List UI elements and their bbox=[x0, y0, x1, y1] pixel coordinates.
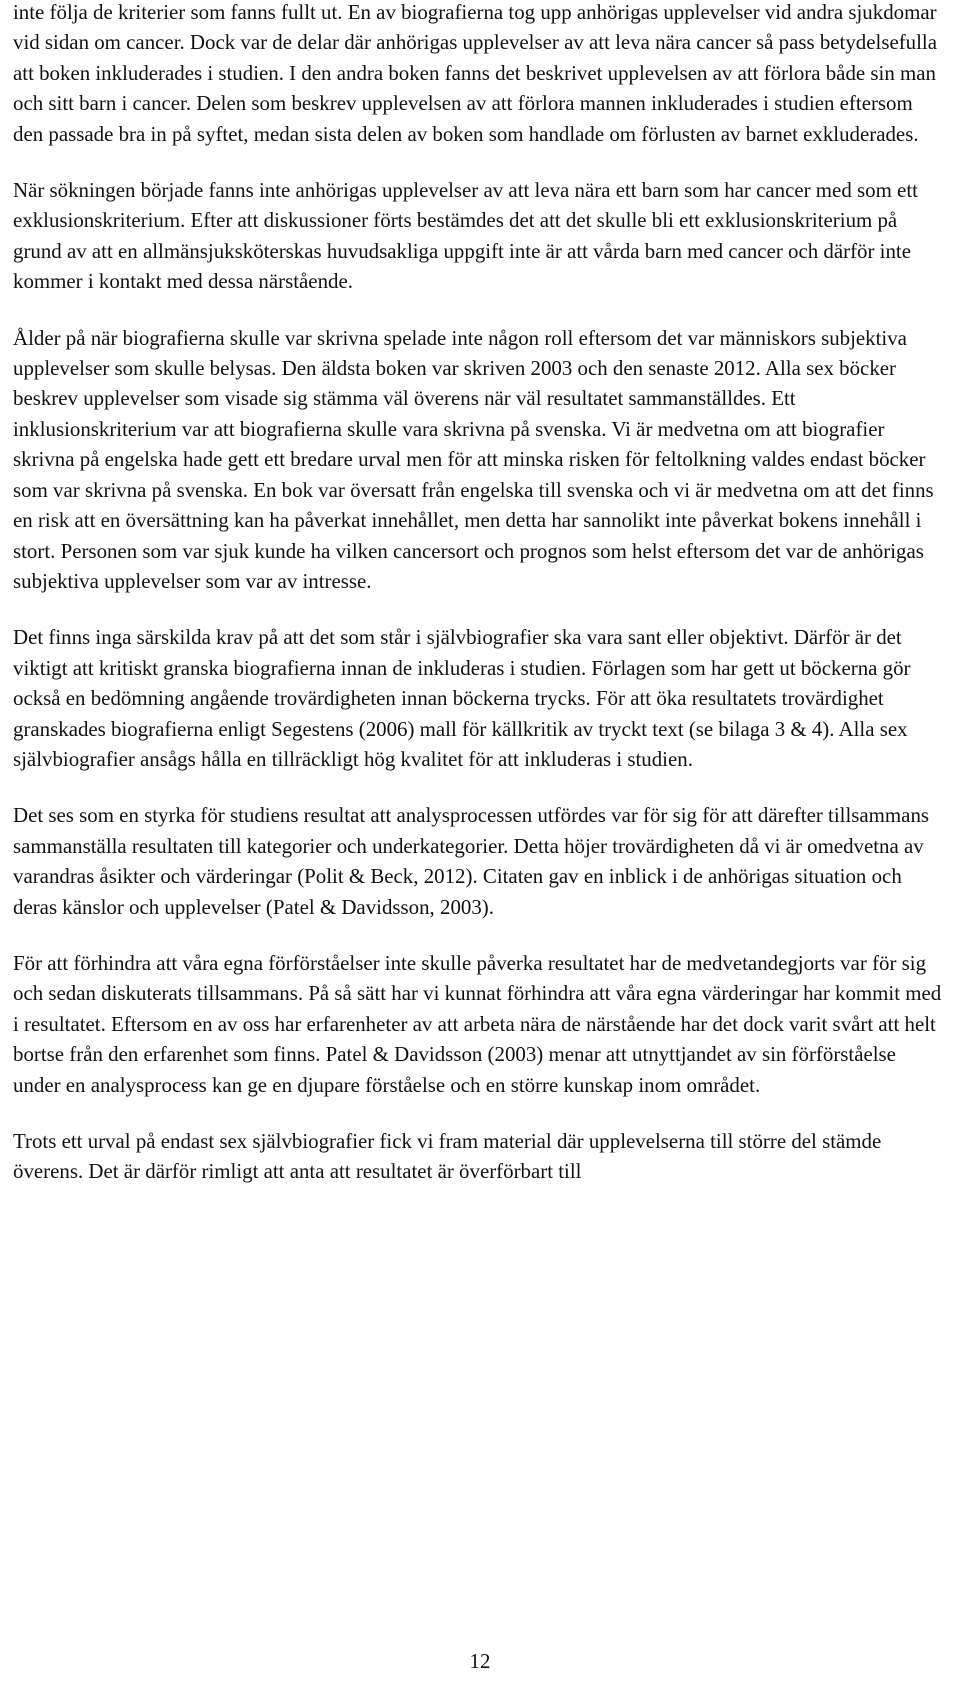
paragraph-preunderstanding: För att förhindra att våra egna förförståelser inte skulle påverka resultatet har de medvetandegjorts var för sig och sedan diskuterats tillsammans. På så sätt har vi kunnat förhindra att våra egna värderingar har kommit med i resultatet. Eftersom en av oss har erfarenheter av att arbeta nära de närstående har det dock varit svårt att helt bortse från den erfarenhet som finns. Patel & Davidsson (2003) menar att utnyttjandet av sin förförståelse under en analysprocess kan ge en djupare förståelse och en större kunskap inom området. bbox=[13, 950, 942, 1097]
paragraph-exclusion-children: När sökningen började fanns inte anhörigas upplevelser av att leva nära ett barn som har cancer med som ett exklusionskriterium. Efter att diskussioner förts bestämdes det att det skulle bli ett exklusionskriterium på grund av att en allmänsjuksköterskas huvudsakliga uppgift inte är att vårda barn med cancer och därför inte kommer i kontakt med dessa närstående. bbox=[13, 178, 918, 294]
paragraph-analysis-strength: Det ses som en styrka för studiens resultat att analysprocessen utfördes var för sig för att därefter tillsammans sammanställa resultaten till kategorier och underkategorier. Detta höjer trovärdigheten då vi är omedvetna av varandras åsikter och värderingar (Polit & Beck, 2012). Citaten gav en inblick i de anhörigas situation och deras känslor och upplevelser (Patel & Davidsson, 2003). bbox=[13, 803, 930, 919]
paragraph-credibility: Det finns inga särskilda krav på att det som står i självbiografier ska vara sant eller objektivt. Därför är det viktigt att kritiskt granska biografierna innan de inkluderas i studien. Förlagen som har gett ut böckerna gör också en bedömning angående trovärdigheten innan böckerna trycks. För att öka resultatets trovärdighet granskades biografierna enligt Segestens (2006) mall för källkritik av tryckt text (se bilaga 3 & 4). Alla sex självbiografier ansågs hålla en tillräckligt hög kvalitet för att inkluderas i studien. bbox=[13, 625, 911, 771]
paragraph-inclusion-criteria: inte följa de kriterier som fanns fullt ut. En av biografierna tog upp anhörigas upplevelser vid andra sjukdomar vid sidan om cancer. Dock var de delar där anhörigas upplevelser av att leva nära cancer så pass betydelsefulla att boken inkluderades i studien. I den andra boken fanns det beskrivet upplevelsen av att förlora både sin man och sitt barn i cancer. Delen som beskrev upplevelsen av att förlora mannen inkluderades i studien eftersom den passade bra in på syftet, medan sista delen av boken som handlade om förlusten av barnet exkluderades. bbox=[13, 0, 938, 146]
paragraph-transferability: Trots ett urval på endast sex självbiografier fick vi fram material där upplevelserna till större del stämde överens. Det är därför rimligt att anta att resultatet är överförbart till bbox=[13, 1129, 882, 1184]
paragraph-age-and-language: Ålder på när biografierna skulle var skrivna spelade inte någon roll eftersom det var människors subjektiva upplevelser som skulle belysas. Den äldsta boken var skriven 2003 och den senaste 2012. Alla sex böcker beskrev upplevelser som visade sig stämma väl överens när väl resultatet sammanställdes. Ett inklusionskriterium var att biografierna skulle vara skrivna på svenska. Vi är medvetna om att biografier skrivna på engelska hade gett ett bredare urval men för att minska risken för feltolkning valdes endast böcker som var skrivna på svenska. En bok var översatt från engelska till svenska och vi är medvetna om att det finns en risk att en översättning kan ha påverkat innehållet, men detta har sannolikt inte påverkat bokens innehåll i stort. Personen som var sjuk kunde ha vilken cancersort och prognos som helst eftersom det var de anhörigas subjektiva upplevelser som var av intresse. bbox=[13, 325, 934, 593]
page-number: 12 bbox=[469, 1649, 491, 1673]
